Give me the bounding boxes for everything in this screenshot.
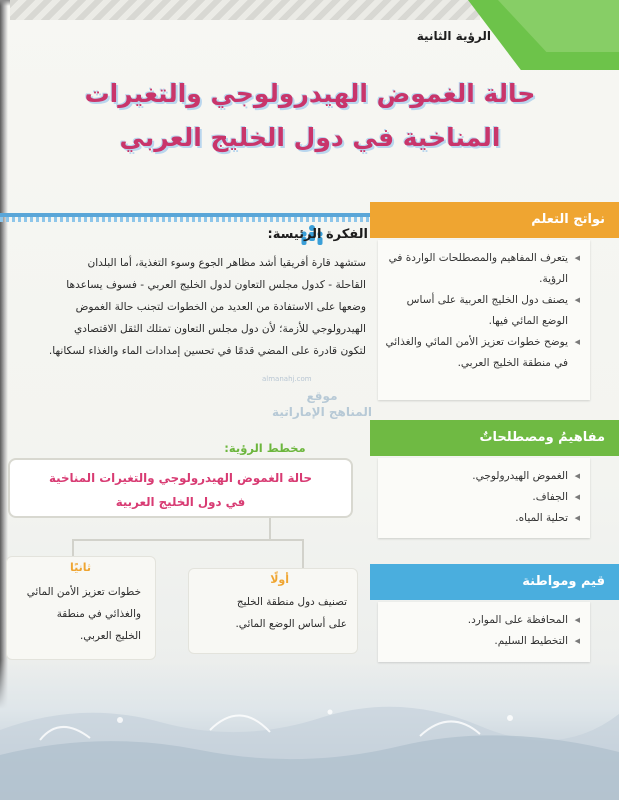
watermark-line-2: المناهج الإماراتية [272, 405, 372, 419]
outline-branch-first [188, 568, 358, 654]
section-label: الرؤية الثانية [416, 29, 491, 43]
outline-branch-line: الخليج العربي. [80, 630, 141, 642]
values-title: قيم ومواطنة [522, 574, 605, 589]
concepts-list [382, 466, 580, 529]
list-item: ◀ التخطيط السليم. [382, 631, 580, 652]
outline-branch-line: خطوات تعزيز الأمن المائي [26, 586, 141, 598]
outline-connector [269, 518, 271, 540]
outline-title-line-2: في دول الخليج العربية [115, 495, 246, 509]
outline-branch-second-text [27, 581, 141, 647]
list-item: ◀ يتعرف المفاهيم والمصطلحات الواردة في الرؤية. [382, 248, 580, 290]
outline-branch-second [6, 556, 156, 660]
concepts-title: مفاهيمُ ومصطلحاتٌ [479, 430, 605, 445]
list-item: ◀ المحافظة على الموارد. [382, 610, 580, 631]
outline-branch-line: تصنيف دول منطقة الخليج [236, 596, 347, 608]
list-item: ◀ يوضح خطوات تعزيز الأمن المائي والغذائي في منطقة الخليج العربي. [382, 332, 580, 374]
concepts-header [370, 420, 619, 456]
values-header [370, 564, 619, 600]
list-item: ◀ الغموض الهيدرولوجي. [382, 466, 580, 487]
header-stripe [10, 0, 480, 20]
outline-title-box [8, 458, 353, 518]
water-splash-graphic [0, 660, 619, 800]
outline-branch-first-text [235, 591, 347, 635]
list-item: ◀ تحلية المياه. [382, 508, 580, 529]
values-list [382, 610, 580, 652]
page-title [40, 72, 580, 160]
list-item: ◀ الجفاف. [382, 487, 580, 508]
outline-title-line-1: حالة الغموض الهيدرولوجي والتغيرات المناخية [49, 471, 312, 485]
concepts-box [378, 458, 590, 538]
outline-connector [72, 539, 304, 541]
main-idea-line: الهيدرولوجي للأزمة؛ لأن دول مجلس التعاون تمتلك الثقل الاقتصادي [73, 323, 366, 335]
outcomes-box [378, 240, 590, 400]
list-item: ◀ يصنف دول الخليج العربية على أساس الوضع المائي فيها. [382, 290, 580, 332]
outline-branch-line: على أساس الوضع المائي. [235, 618, 347, 630]
main-idea-paragraph [6, 252, 366, 362]
watermark-line-1: موقع [306, 389, 338, 403]
main-idea-ribbon-pattern [0, 217, 374, 222]
water-illustration [0, 660, 619, 800]
page-title-line-1: حالة الغموض الهيدرولوجي والتغيرات [84, 79, 536, 108]
main-idea-line: ستشهد قارة أفريقيا أشد مظاهر الجوع وسوء التغذية، أما البلدان [87, 257, 366, 269]
watermark [252, 388, 392, 420]
main-idea-line: وضعها على الاستفادة من العديد من الخطوات لتجنب حالة الغموض [75, 301, 366, 313]
page-title-line-2: المناخية في دول الخليج العربي [119, 123, 501, 152]
watermark-url: almanahj.com [262, 375, 312, 383]
outline-connector [72, 539, 74, 557]
outcomes-title: نواتج التعلم [531, 212, 605, 227]
main-idea-heading: الفكرة الرئيسة: [267, 227, 368, 242]
values-box [378, 602, 590, 662]
main-idea-line: لتكون قادرة على المضي قدمًا في تحسين إمدادات الماء والغذاء لسكانها. [48, 345, 366, 357]
outline-connector [302, 539, 304, 569]
outcomes-list [382, 248, 580, 374]
main-idea-line: القاحلة - كدول مجلس التعاون لدول الخليج العربي - فسوف يساعدها [66, 279, 366, 291]
outline-branch-second-title: ثانيًا [69, 561, 91, 574]
outline-branch-line: والغذائي في منطقة [56, 608, 141, 620]
outcomes-header [370, 202, 619, 238]
outline-branch-first-title: أولًا [270, 573, 289, 586]
outline-label: مخطط الرؤية: [224, 441, 306, 455]
